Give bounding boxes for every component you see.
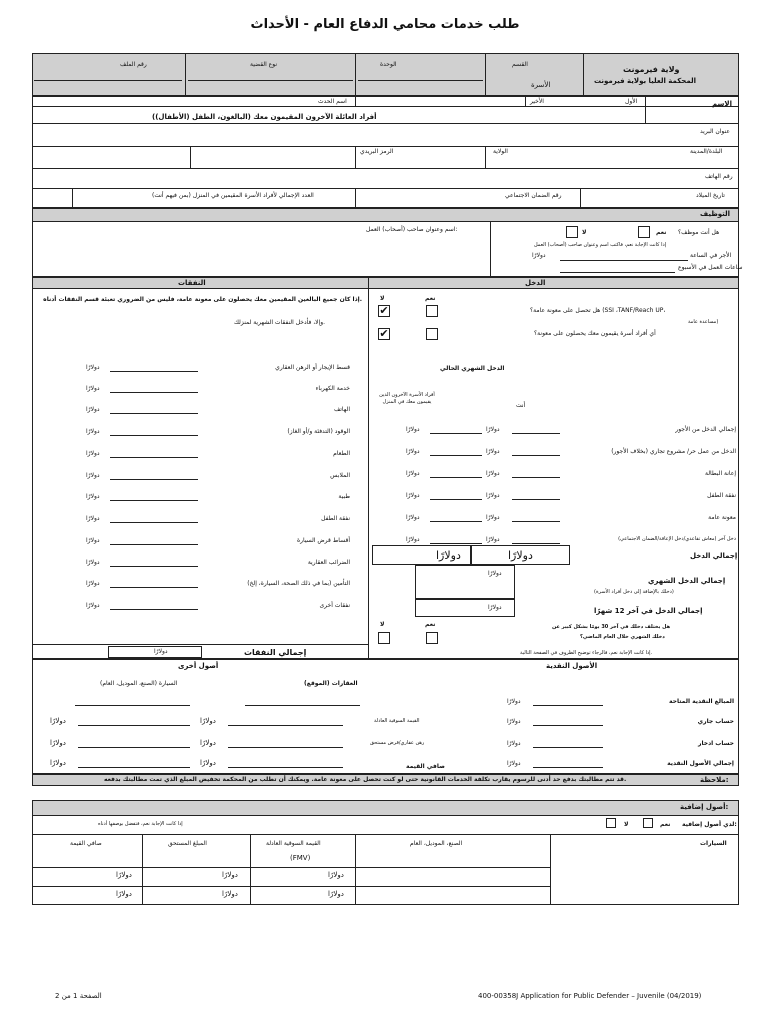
asset-vehicle-dollars: دولارًا <box>50 759 66 767</box>
income-others-line <box>430 455 482 456</box>
income-row-label: إجمالي الدخل من الأجور <box>675 426 736 433</box>
expense-row-label: الوقود (التدفئة و/أو الغاز) <box>287 428 350 435</box>
cash-line <box>533 725 603 726</box>
net-column: صافي القيمة <box>70 840 102 847</box>
mortgage-label: رهن عقاري/قرض مستحق <box>370 740 425 746</box>
employer-if-yes: إذا كانت الإجابة نعم، فاكتب اسم وعنوان صاحب (أصحاب) العمل <box>534 242 667 248</box>
total-income-others-dollars: دولارًا <box>436 549 461 562</box>
case-type-label: نوع القضية <box>250 61 278 68</box>
income-you-line <box>512 477 560 478</box>
income-no-header: لا <box>380 295 385 302</box>
net-value-label: صافي القيمة <box>406 763 445 770</box>
make-column: الصنع، الموديل، العام <box>410 840 463 847</box>
cash-row-label: حساب جاري <box>697 718 734 725</box>
cash-line <box>533 767 603 768</box>
expense-line <box>110 392 198 393</box>
income-you-dollars: دولارًا <box>486 536 500 543</box>
change-no-checkbox[interactable] <box>378 632 390 644</box>
fmv-abbrev: (FMV) <box>290 854 311 862</box>
employer-name-label: اسم وعنوان صاحب (أصحاب) العمل: <box>366 226 458 233</box>
income-others-dollars: دولارًا <box>406 492 420 499</box>
income-you-dollars: دولارًا <box>486 492 500 499</box>
income-row-label: إعانة البطالة <box>705 470 736 477</box>
vehicle-label: السيارة (الصنع، الموديل، العام) <box>100 680 178 687</box>
asset-fmv-line <box>228 725 343 726</box>
total-12-label: إجمالي الدخل في آخر 12 شهرًا <box>594 607 703 615</box>
household-assistance-question: أي أفراد أسرة يقيمون معك يحصلون على معونة؟ <box>534 330 656 337</box>
expense-row-label: نفقة الطفل <box>321 515 350 522</box>
real-estate-label: العقارات (الموقع) <box>304 680 358 687</box>
change-yes-header: نعم <box>425 621 436 628</box>
q2-yes-checkbox[interactable] <box>426 328 438 340</box>
income-others-line <box>430 477 482 478</box>
change-note: إذا كانت الإجابة نعم، فالرجاء توضيح الظروف في الصفحة التالية. <box>520 650 653 656</box>
city-label: البلدة/المدينة <box>690 148 723 155</box>
asset-vehicle-line <box>78 725 190 726</box>
page-title: طلب خدمات محامي الدفاع العام - الأحداث <box>250 17 520 32</box>
cash-row-label: إجمالي الأصول النقدية <box>667 760 734 767</box>
division-label: القسم <box>512 61 528 68</box>
income-others-dollars: دولارًا <box>406 470 420 477</box>
expenses-heading: النفقات <box>178 279 206 287</box>
zip-label: الرمز البريدي <box>360 148 394 155</box>
employed-no-label: لا <box>582 229 587 236</box>
expense-line <box>110 371 198 372</box>
expense-line <box>110 544 198 545</box>
expense-line <box>110 457 198 458</box>
income-others-line <box>430 499 482 500</box>
cash-line <box>533 747 603 748</box>
owed-dollars-2: دولارًا <box>222 890 238 898</box>
other-assets-heading: أصول أخرى <box>178 662 219 670</box>
cash-dollars: دولارًا <box>507 760 521 767</box>
fmv-label: القيمة السوقية العادلة <box>374 718 420 724</box>
employed-question: هل أنت موظف؟ <box>678 229 720 236</box>
change-question-2: دخلك الشهري خلال العام الماضي؟ <box>580 634 665 640</box>
header-box <box>32 53 739 96</box>
employment-heading: التوظيف <box>700 210 731 218</box>
fmv-column: القيمة السوقية العادلة <box>266 840 321 847</box>
expense-dollars: دولارًا <box>86 450 100 457</box>
hourly-dollars: دولارًا <box>532 252 546 259</box>
total-income-label: إجمالي الدخل <box>690 552 738 560</box>
income-you-dollars: دولارًا <box>486 514 500 521</box>
employed-no-checkbox[interactable] <box>566 226 578 238</box>
expense-dollars: دولارًا <box>86 602 100 609</box>
expense-row-label: الطعام <box>333 450 350 457</box>
note-text: قد تتم مطالبتك بدفع حد أدنى للرسوم يقارب تكلفة الخدمات القانونية حتى لو كنت تحصل على معونة عامة. ويمكنك أن تطلب من المحكمة تخفيض المبلغ الذي تمت مطالبتك بدفعه. <box>104 776 627 783</box>
public-assistance-sub: مساعدة عامة) <box>688 319 719 325</box>
income-heading: الدخل <box>525 279 546 287</box>
income-you-line <box>512 433 560 434</box>
form-id: 400-00358J Application for Public Defender – Juvenile (04/2019) <box>478 992 702 1000</box>
file-number-label: رقم الملف <box>120 61 147 68</box>
income-others-line <box>430 521 482 522</box>
total-monthly-label: إجمالي الدخل الشهري <box>648 577 726 585</box>
income-others-line <box>430 433 482 434</box>
change-yes-checkbox[interactable] <box>426 632 438 644</box>
income-others-line <box>430 543 482 544</box>
total-monthly-dollars: دولارًا <box>488 570 502 577</box>
total-income-you-dollars: دولارًا <box>508 549 533 562</box>
asset-fmv-line <box>228 747 343 748</box>
expense-dollars: دولارًا <box>86 515 100 522</box>
expense-row-label: أقساط قرض السيارة <box>296 537 350 544</box>
cash-dollars: دولارًا <box>507 718 521 725</box>
income-yes-header: نعم <box>425 295 436 302</box>
expense-row-label: التأمين (بما في ذلك الصحة، السيارة، إلخ) <box>247 580 350 587</box>
income-row-label: دخل آخر (معاش تقاعدي/دخل الإعاقة/الضمان الاجتماعي) <box>618 536 736 542</box>
last-name-label: الأخير <box>530 98 544 105</box>
total-monthly-sub: (دخلك بالإضافة إلى دخل أفراد الأسرة) <box>594 589 674 595</box>
note-label: ملاحظة: <box>700 776 729 784</box>
expense-row-label: طبية <box>338 493 350 500</box>
asset-vehicle-line <box>78 747 190 748</box>
income-row-label: الدخل من عمل حر/ مشروع تجاري (بخلاف الأجور) <box>611 448 736 455</box>
expense-dollars: دولارًا <box>86 580 100 587</box>
page-number: الصفحة 1 من 2 <box>55 992 102 1000</box>
child-name-label: اسم الحدث <box>318 98 347 105</box>
expense-line <box>110 566 198 567</box>
total-expenses-label: إجمالي النفقات <box>244 648 307 657</box>
income-you-dollars: دولارًا <box>486 426 500 433</box>
vehicles-label: السيارات <box>700 840 727 847</box>
expense-dollars: دولارًا <box>86 385 100 392</box>
asset-vehicle-dollars: دولارًا <box>50 717 66 725</box>
first-name-label: الأول <box>625 98 638 105</box>
name-label: الاسم <box>712 100 732 108</box>
you-column-header: أنت <box>516 402 526 409</box>
cash-row-label: حساب ادخار <box>698 740 734 747</box>
assets-box <box>32 659 739 774</box>
expense-line <box>110 435 198 436</box>
income-you-line <box>512 455 560 456</box>
phone-label: رقم الهاتف <box>705 173 733 180</box>
expense-dollars: دولارًا <box>86 472 100 479</box>
fmv-dollars-1: دولارًا <box>328 871 344 879</box>
q2-no-checkbox[interactable]: ✔ <box>379 327 389 340</box>
expense-line <box>110 500 198 501</box>
expense-line <box>110 522 198 523</box>
expense-row-label: الضرائب العقارية <box>307 559 350 566</box>
income-you-dollars: دولارًا <box>486 448 500 455</box>
net-dollars-1: دولارًا <box>116 871 132 879</box>
income-row-label: معونة عامة <box>708 514 736 521</box>
expense-row-label: قسط الإيجار أو الرهن العقاري <box>275 364 350 371</box>
others-column-header: أفراد الأسرة الآخرون الذين يقيمون معك في المنزل <box>379 392 435 405</box>
additional-if-yes: إذا كانت الإجابة نعم، فتفضل بوصفها أدناه <box>98 821 183 827</box>
dob-label: تاريخ الميلاد <box>696 192 725 199</box>
income-you-line <box>512 543 560 544</box>
income-you-line <box>512 521 560 522</box>
total-expenses-dollars: دولارًا <box>154 648 168 655</box>
asset-fmv-dollars: دولارًا <box>200 739 216 747</box>
change-question-1: هل يختلف دخلك في آخر 30 يومًا بشكل كبير عن <box>552 624 671 630</box>
employed-yes-label: نعم <box>656 229 667 236</box>
asset-fmv-dollars: دولارًا <box>200 717 216 725</box>
expense-row-label: الهاتف <box>334 406 350 413</box>
fmv-dollars-2: دولارًا <box>328 890 344 898</box>
ssn-label: رقم الضمان الاجتماعي <box>505 192 562 199</box>
q1-no-checkbox[interactable]: ✔ <box>379 304 389 317</box>
income-others-dollars: دولارًا <box>406 448 420 455</box>
division-value: الأسرة <box>531 81 551 89</box>
q1-yes-checkbox[interactable] <box>426 305 438 317</box>
household-label: أفراد العائلة الآخرون المقيمون معك (البالغون، الطفل (الأطفال)) <box>152 113 377 121</box>
additional-assets-title: أصول إضافية: <box>680 803 729 811</box>
current-monthly-heading: الدخل الشهري الحالي <box>440 365 505 372</box>
expense-dollars: دولارًا <box>86 537 100 544</box>
additional-no-label: لا <box>624 821 629 828</box>
expense-row-label: خدمة الكهرباء <box>315 385 350 392</box>
cash-assets-heading: الأصول النقدية <box>546 662 598 670</box>
expense-dollars: دولارًا <box>86 406 100 413</box>
change-no-header: لا <box>380 621 385 628</box>
expense-line <box>110 479 198 480</box>
asset-fmv-dollars: دولارًا <box>200 759 216 767</box>
expenses-note-1: إذا كان جميع البالغين المقيمين معك يحصلون على معونة عامة، فليس من الضروري تعبئة قسم النفقات أدناه. <box>43 296 362 303</box>
cash-line <box>533 705 603 706</box>
hourly-wage-label: الأجر في الساعة <box>690 252 732 259</box>
unit-label: الوحدة <box>380 61 397 68</box>
net-dollars-2: دولارًا <box>116 890 132 898</box>
expense-line <box>110 413 198 414</box>
expenses-note-2: وإلا، فأدخل النفقات الشهرية لمنزلك. <box>234 319 326 326</box>
expense-dollars: دولارًا <box>86 559 100 566</box>
cash-dollars: دولارًا <box>507 740 521 747</box>
state-name: ولاية فيرمونت <box>623 65 680 74</box>
expense-line <box>110 587 198 588</box>
income-you-line <box>512 499 560 500</box>
income-others-dollars: دولارًا <box>406 536 420 543</box>
expense-dollars: دولارًا <box>86 364 100 371</box>
court-name: المحكمة العليا بولاية فيرمونت <box>594 77 697 85</box>
additional-yes-checkbox[interactable] <box>643 818 653 828</box>
hours-week-label: ساعات العمل في الأسبوع <box>678 264 743 271</box>
income-others-dollars: دولارًا <box>406 426 420 433</box>
asset-fmv-line <box>228 767 343 768</box>
additional-no-checkbox[interactable] <box>606 818 616 828</box>
state-label: الولاية <box>493 148 508 155</box>
income-you-dollars: دولارًا <box>486 470 500 477</box>
cash-dollars: دولارًا <box>507 698 521 705</box>
expense-row-label: الملابس <box>330 472 350 479</box>
total-12-dollars: دولارًا <box>488 604 502 611</box>
income-row-label: نفقة الطفل <box>707 492 736 499</box>
total-household-label: العدد الإجمالي لأفراد الأسرة المقيمين في المنزل (بمن فيهم أنت) <box>152 192 314 199</box>
asset-vehicle-line <box>78 767 190 768</box>
expense-dollars: دولارًا <box>86 493 100 500</box>
additional-yes-label: نعم <box>660 821 671 828</box>
employed-yes-checkbox[interactable] <box>638 226 650 238</box>
public-assistance-question: هل تحصل على معونة عامة؟ (SSI ،TANF/Reach UP، <box>530 307 666 314</box>
cash-row-label: المبالغ النقدية المتاحة <box>669 698 734 705</box>
owed-dollars-1: دولارًا <box>222 871 238 879</box>
expense-line <box>110 609 198 610</box>
address-label: عنوان البريد <box>700 128 730 135</box>
expense-row-label: نفقات أخرى <box>319 602 350 609</box>
income-others-dollars: دولارًا <box>406 514 420 521</box>
asset-vehicle-dollars: دولارًا <box>50 739 66 747</box>
additional-assets-question: لدي أصول إضافية: <box>682 821 737 828</box>
expense-dollars: دولارًا <box>86 428 100 435</box>
owed-column: المبلغ المستحق <box>168 840 207 847</box>
